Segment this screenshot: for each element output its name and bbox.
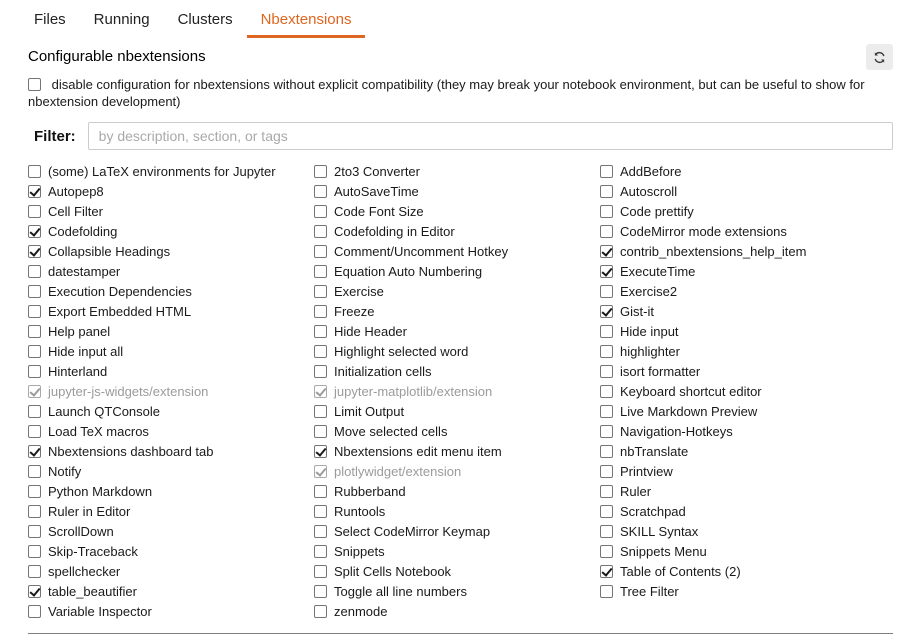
extension-label: Keyboard shortcut editor	[620, 383, 762, 399]
extension-item[interactable]	[28, 581, 314, 601]
extension-checkbox[interactable]	[314, 305, 327, 318]
extension-label: Printview	[620, 463, 673, 479]
extension-checkbox[interactable]	[600, 225, 613, 238]
extension-checkbox[interactable]	[600, 445, 613, 458]
extension-label: ExecuteTime	[620, 263, 696, 279]
extension-item[interactable]	[28, 381, 314, 401]
extension-item[interactable]	[28, 421, 314, 441]
extension-label: Collapsible Headings	[48, 243, 171, 259]
extension-item[interactable]	[600, 301, 886, 321]
extension-item[interactable]	[314, 261, 600, 281]
extension-checkbox[interactable]	[600, 285, 613, 298]
extension-label: Move selected cells	[334, 423, 448, 439]
extension-checkbox[interactable]	[600, 545, 613, 558]
extension-item[interactable]	[314, 241, 600, 261]
extension-label: Initialization cells	[334, 363, 432, 379]
extension-label: 2to3 Converter	[334, 163, 420, 179]
extension-label: CodeMirror mode extensions	[620, 223, 787, 239]
extension-label: Load TeX macros	[48, 423, 149, 439]
extension-item[interactable]	[28, 181, 314, 201]
extension-item[interactable]	[28, 481, 314, 501]
extension-label: Gist-it	[620, 303, 654, 319]
extension-checkbox[interactable]	[314, 365, 327, 378]
nbextensions-panel	[0, 38, 910, 634]
extension-item[interactable]	[314, 561, 600, 581]
extension-checkbox	[314, 385, 327, 398]
extension-checkbox[interactable]	[28, 545, 41, 558]
extension-item[interactable]	[600, 581, 886, 601]
extension-item[interactable]	[28, 561, 314, 581]
extension-checkbox[interactable]	[600, 305, 613, 318]
extension-item[interactable]	[314, 341, 600, 361]
extension-label: Select CodeMirror Keymap	[334, 523, 491, 539]
extension-label: Runtools	[334, 503, 386, 519]
extension-item[interactable]	[600, 501, 886, 521]
extension-checkbox[interactable]	[28, 265, 41, 278]
extension-label: SKILL Syntax	[620, 523, 699, 539]
extension-item[interactable]	[314, 521, 600, 541]
extension-checkbox[interactable]	[28, 185, 41, 198]
extension-item[interactable]	[28, 401, 314, 421]
extension-label: Notify	[48, 463, 82, 479]
extension-label: Codefolding in Editor	[334, 223, 455, 239]
extension-label: Skip-Traceback	[48, 543, 138, 559]
extension-item[interactable]	[28, 241, 314, 261]
extension-item[interactable]	[314, 401, 600, 421]
extension-item[interactable]	[28, 261, 314, 281]
extension-checkbox[interactable]	[28, 365, 41, 378]
extension-label: Rubberband	[334, 483, 406, 499]
extension-label: (some) LaTeX environments for Jupyter	[48, 163, 276, 179]
extension-item[interactable]	[600, 341, 886, 361]
extension-item[interactable]	[314, 581, 600, 601]
extension-checkbox[interactable]	[314, 445, 327, 458]
extension-item[interactable]	[600, 541, 886, 561]
extension-checkbox[interactable]	[600, 425, 613, 438]
extension-label: ScrollDown	[48, 523, 114, 539]
extension-checkbox[interactable]	[314, 525, 327, 538]
extension-label: highlighter	[620, 343, 680, 359]
extension-item[interactable]	[600, 561, 886, 581]
extension-item[interactable]	[314, 541, 600, 561]
extension-checkbox[interactable]	[600, 325, 613, 338]
extension-item[interactable]	[600, 201, 886, 221]
tab-running[interactable]: Running	[93, 11, 150, 28]
disable-config-label: disable configuration for nbextensions without explicit compatibility (they may break your notebook environment, but can be useful to show for nbextension development)	[28, 77, 865, 109]
extension-label: Snippets	[334, 543, 385, 559]
extension-checkbox[interactable]	[600, 265, 613, 278]
extension-checkbox[interactable]	[314, 485, 327, 498]
extension-checkbox[interactable]	[600, 465, 613, 478]
extension-label: Table of Contents (2)	[620, 563, 741, 579]
extension-label: Ruler in Editor	[48, 503, 131, 519]
extension-checkbox[interactable]	[314, 245, 327, 258]
extension-item[interactable]	[314, 421, 600, 441]
extension-item[interactable]	[314, 321, 600, 341]
extension-label: Autoscroll	[620, 183, 678, 199]
extension-checkbox[interactable]	[28, 305, 41, 318]
extension-checkbox[interactable]	[314, 225, 327, 238]
extension-item[interactable]	[314, 501, 600, 521]
extension-item[interactable]	[28, 441, 314, 461]
extension-label: Hide input	[620, 323, 679, 339]
extension-checkbox[interactable]	[28, 345, 41, 358]
extension-item[interactable]	[28, 161, 314, 181]
filter-label: Filter:	[34, 127, 76, 145]
extension-label: AddBefore	[620, 163, 682, 179]
extension-item[interactable]	[314, 461, 600, 481]
disable-config-checkbox[interactable]	[28, 78, 41, 91]
extension-label: Exercise	[334, 283, 384, 299]
extension-label: Tree Filter	[620, 583, 679, 599]
refresh-icon	[873, 51, 886, 64]
extension-label: AutoSaveTime	[334, 183, 419, 199]
extension-item[interactable]	[600, 241, 886, 261]
extension-checkbox[interactable]	[28, 245, 41, 258]
extension-checkbox[interactable]	[600, 505, 613, 518]
extension-checkbox[interactable]	[28, 285, 41, 298]
extension-checkbox[interactable]	[28, 205, 41, 218]
extension-label: Limit Output	[334, 403, 405, 419]
extension-label: Hide Header	[334, 323, 407, 339]
extension-label: Cell Filter	[48, 203, 103, 219]
extension-label: Python Markdown	[48, 483, 153, 499]
extension-item[interactable]	[314, 221, 600, 241]
extensions-column	[28, 161, 314, 621]
extension-item[interactable]	[600, 161, 886, 181]
extension-checkbox[interactable]	[600, 405, 613, 418]
extension-item[interactable]	[600, 321, 886, 341]
extension-item[interactable]	[314, 201, 600, 221]
extension-item[interactable]	[28, 321, 314, 341]
extension-checkbox[interactable]	[314, 605, 327, 618]
extension-checkbox[interactable]	[314, 325, 327, 338]
extension-label: Code Font Size	[334, 203, 424, 219]
extension-label: contrib_nbextensions_help_item	[620, 243, 807, 259]
extension-item[interactable]	[600, 441, 886, 461]
extension-label: jupyter-matplotlib/extension	[334, 383, 493, 399]
tab-files[interactable]: Files	[34, 11, 66, 28]
extension-checkbox[interactable]	[314, 425, 327, 438]
extension-checkbox[interactable]	[28, 325, 41, 338]
extension-checkbox[interactable]	[600, 185, 613, 198]
extension-checkbox[interactable]	[314, 205, 327, 218]
extension-checkbox[interactable]	[600, 205, 613, 218]
extension-label: Nbextensions edit menu item	[334, 443, 502, 459]
extension-item[interactable]	[600, 261, 886, 281]
extension-label: datestamper	[48, 263, 121, 279]
extension-checkbox[interactable]	[28, 425, 41, 438]
page-title: Configurable nbextensions	[28, 48, 206, 65]
extension-label: jupyter-js-widgets/extension	[48, 383, 209, 399]
extension-checkbox[interactable]	[28, 525, 41, 538]
extension-item[interactable]	[314, 181, 600, 201]
extension-item[interactable]	[28, 341, 314, 361]
extension-checkbox[interactable]	[600, 585, 613, 598]
extension-checkbox[interactable]	[314, 165, 327, 178]
extension-item[interactable]	[314, 381, 600, 401]
extension-label: plotlywidget/extension	[334, 463, 462, 479]
extension-label: Highlight selected word	[334, 343, 469, 359]
extension-item[interactable]	[28, 501, 314, 521]
filter-row	[28, 122, 893, 150]
extension-checkbox[interactable]	[28, 585, 41, 598]
extension-label: Hinterland	[48, 363, 108, 379]
extension-checkbox	[314, 465, 327, 478]
extension-item[interactable]	[600, 221, 886, 241]
extension-label: Equation Auto Numbering	[334, 263, 483, 279]
extension-item[interactable]	[314, 441, 600, 461]
extension-label: Help panel	[48, 323, 111, 339]
extension-checkbox[interactable]	[314, 545, 327, 558]
extension-item[interactable]	[314, 281, 600, 301]
extension-checkbox[interactable]	[28, 405, 41, 418]
extension-label: Codefolding	[48, 223, 118, 239]
tab-bar	[0, 0, 910, 38]
extension-label: Export Embedded HTML	[48, 303, 192, 319]
extension-label: isort formatter	[620, 363, 701, 379]
extension-item[interactable]	[314, 161, 600, 181]
tab-clusters[interactable]: Clusters	[177, 11, 233, 28]
extension-checkbox[interactable]	[314, 565, 327, 578]
extension-checkbox[interactable]	[600, 165, 613, 178]
extension-item[interactable]	[600, 461, 886, 481]
extension-item[interactable]	[28, 201, 314, 221]
extension-item[interactable]	[600, 381, 886, 401]
extension-checkbox[interactable]	[600, 565, 613, 578]
extension-label: nbTranslate	[620, 443, 689, 459]
extension-label: Code prettify	[620, 203, 694, 219]
extension-checkbox[interactable]	[600, 485, 613, 498]
extension-checkbox[interactable]	[28, 565, 41, 578]
extension-checkbox[interactable]	[28, 505, 41, 518]
extension-checkbox[interactable]	[600, 525, 613, 538]
extension-item[interactable]	[600, 521, 886, 541]
extension-label: Comment/Uncomment Hotkey	[334, 243, 509, 259]
extension-label: Variable Inspector	[48, 603, 152, 619]
disable-config-option[interactable]	[28, 76, 888, 110]
extension-label: Toggle all line numbers	[334, 583, 467, 599]
extension-label: Autopep8	[48, 183, 104, 199]
extension-label: Snippets Menu	[620, 543, 707, 559]
extension-checkbox[interactable]	[600, 345, 613, 358]
extension-checkbox[interactable]	[314, 185, 327, 198]
extensions-list	[28, 161, 893, 621]
extension-label: Exercise2	[620, 283, 678, 299]
extensions-column	[314, 161, 600, 621]
extension-item[interactable]	[314, 481, 600, 501]
extension-item[interactable]	[28, 521, 314, 541]
extension-item[interactable]	[600, 181, 886, 201]
extension-checkbox[interactable]	[28, 605, 41, 618]
extension-item[interactable]	[28, 541, 314, 561]
extension-label: Scratchpad	[620, 503, 686, 519]
extension-item[interactable]	[600, 281, 886, 301]
extension-label: Navigation-Hotkeys	[620, 423, 733, 439]
extension-label: Split Cells Notebook	[334, 563, 452, 579]
extension-checkbox[interactable]	[28, 165, 41, 178]
tab-nbextensions[interactable]: Nbextensions	[247, 6, 366, 38]
extension-label: Live Markdown Preview	[620, 403, 758, 419]
extension-label: table_beautifier	[48, 583, 137, 599]
extension-label: Nbextensions dashboard tab	[48, 443, 214, 459]
extensions-column	[600, 161, 886, 621]
extension-checkbox[interactable]	[600, 245, 613, 258]
refresh-button[interactable]	[866, 44, 893, 70]
extension-item[interactable]	[28, 601, 314, 621]
extension-checkbox[interactable]	[314, 405, 327, 418]
extension-checkbox[interactable]	[28, 465, 41, 478]
extension-label: zenmode	[334, 603, 388, 619]
extension-item[interactable]	[600, 361, 886, 381]
extension-label: Hide input all	[48, 343, 124, 359]
extension-item[interactable]	[600, 481, 886, 501]
extension-checkbox[interactable]	[314, 265, 327, 278]
extension-label: Ruler	[620, 483, 652, 499]
extension-label: Launch QTConsole	[48, 403, 161, 419]
extension-item[interactable]	[314, 361, 600, 381]
extension-checkbox[interactable]	[600, 385, 613, 398]
extension-checkbox[interactable]	[28, 445, 41, 458]
extension-label: Freeze	[334, 303, 375, 319]
extension-checkbox[interactable]	[28, 225, 41, 238]
extension-item[interactable]	[28, 221, 314, 241]
extension-checkbox[interactable]	[314, 285, 327, 298]
header-row	[28, 46, 893, 65]
extension-item[interactable]	[28, 281, 314, 301]
extension-item[interactable]	[314, 601, 600, 621]
extension-checkbox[interactable]	[28, 485, 41, 498]
filter-input[interactable]	[88, 122, 893, 150]
extension-item[interactable]	[600, 421, 886, 441]
extension-checkbox[interactable]	[600, 365, 613, 378]
extension-label: Execution Dependencies	[48, 283, 192, 299]
extension-item[interactable]	[28, 301, 314, 321]
extension-checkbox[interactable]	[314, 505, 327, 518]
extension-checkbox[interactable]	[314, 345, 327, 358]
extension-checkbox	[28, 385, 41, 398]
extension-item[interactable]	[600, 401, 886, 421]
extension-item[interactable]	[28, 361, 314, 381]
extension-checkbox[interactable]	[314, 585, 327, 598]
extension-label: spellchecker	[48, 563, 121, 579]
extension-item[interactable]	[314, 301, 600, 321]
extension-item[interactable]	[28, 461, 314, 481]
